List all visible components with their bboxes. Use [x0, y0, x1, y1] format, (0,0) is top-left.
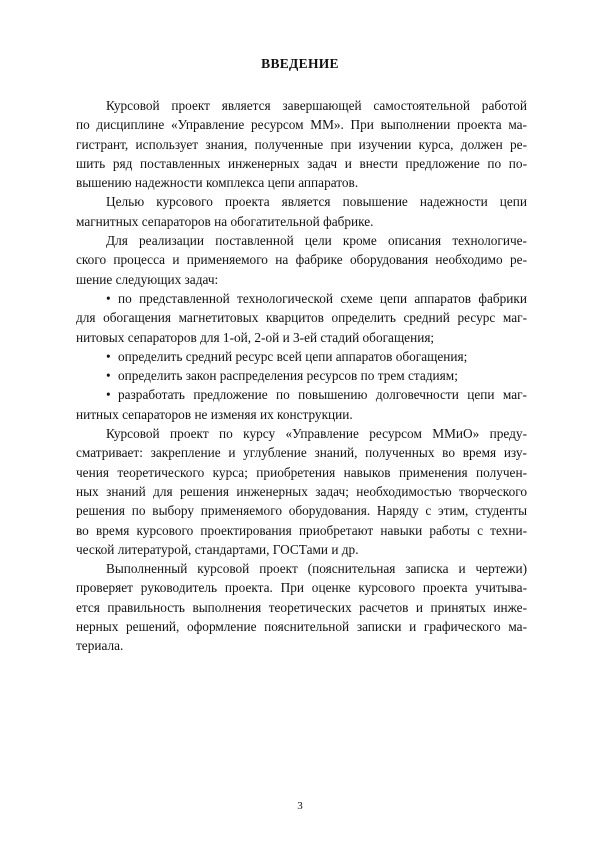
text-line: во время курсового проектирования приобретают навыки работы с техни-: [76, 522, 527, 538]
bullet-item: [76, 347, 527, 366]
text-line: ческой литературой, стандартами, ГОСТами и др.: [76, 541, 359, 557]
text-line: [76, 366, 527, 385]
text-line: нитных сепараторов не изменяя их конструкции.: [76, 406, 353, 422]
paragraph-intro: [76, 96, 527, 192]
text-line: магнитных сепараторов на обогатительной фабрике.: [76, 213, 374, 229]
text-line: ского процесса и применяемого на фабрике оборудования необходимо ре-: [76, 252, 527, 268]
bullet-text: по представленной технологической схеме цепи аппаратов фабрики: [118, 290, 527, 306]
text-line: [76, 385, 527, 404]
bullet-text: разработать предложение по повышению долговечности цепи маг-: [118, 387, 527, 403]
bullet-icon: •: [106, 368, 111, 384]
text-line: Курсовой проект по курсу «Управление ресурсом ММиО» преду-: [106, 426, 527, 442]
text-line: сматривает: закрепление и углубление знаний, полученных во время изу-: [76, 445, 527, 461]
text-line: Для реализации поставленной цели кроме описания технологиче-: [106, 233, 527, 249]
text-line: по дисциплине «Управление ресурсом ММ». При выполнении проекта ма-: [76, 117, 527, 133]
bullet-icon: •: [106, 348, 111, 364]
bullet-icon: •: [106, 290, 111, 306]
text-line: нерных решений, оформление пояснительной записки и графического ма-: [76, 619, 527, 635]
text-line: для обогащения магнетитовых кварцитов определить средний ресурс маг-: [76, 310, 527, 326]
page-number: 3: [297, 800, 303, 812]
body-text: [76, 96, 527, 656]
text-line: проверяет руководитель проекта. При оценке курсового проекта учитыва-: [76, 580, 527, 596]
text-line: Выполненный курсовой проект (пояснительная записка и чертежи): [106, 561, 527, 577]
text-line: Целью курсового проекта является повышение надежности цепи: [106, 194, 527, 210]
text-line: териала.: [76, 638, 124, 654]
paragraph-review: [76, 559, 527, 655]
text-line: гистрант, использует знания, полученные при изучении курса, должен ре-: [76, 136, 527, 152]
text-line: решения по выбору применяемого оборудования. Наряду с этим, студенты: [76, 503, 527, 519]
text-line: шение следующих задач:: [76, 271, 219, 287]
bullet-item: [76, 366, 527, 385]
paragraph-tasks-intro: [76, 231, 527, 289]
paragraph-course-description: [76, 424, 527, 559]
bullet-item: [76, 385, 527, 424]
text-line: ных знаний для решения инженерных задач; необходимостью творческого: [76, 483, 527, 499]
bullet-icon: •: [106, 387, 111, 403]
text-line: чения теоретического курса; приобретения навыков применения получен-: [76, 464, 527, 480]
paragraph-goal: [76, 192, 527, 231]
bullet-text: определить закон распределения ресурсов по трем стадиям;: [118, 368, 458, 384]
text-line: Курсовой проект является завершающей самостоятельной работой: [106, 98, 527, 113]
text-line: [76, 289, 527, 308]
page-title: ВВЕДЕНИЕ: [261, 56, 339, 71]
text-line: ется правильность выполнения теоретических расчетов и принятых инже-: [76, 599, 527, 615]
text-line: нитовых сепараторов для 1-ой, 2-ой и 3-ей стадий обогащения;: [76, 329, 435, 345]
bullet-item: [76, 289, 527, 347]
bullet-text: определить средний ресурс всей цепи аппаратов обогащения;: [118, 348, 468, 364]
text-line: [76, 347, 527, 366]
text-line: вышению надежности комплекса цепи аппаратов.: [76, 175, 359, 191]
text-line: шить ряд поставленных инженерных задач и внести предложение по по-: [76, 155, 527, 171]
